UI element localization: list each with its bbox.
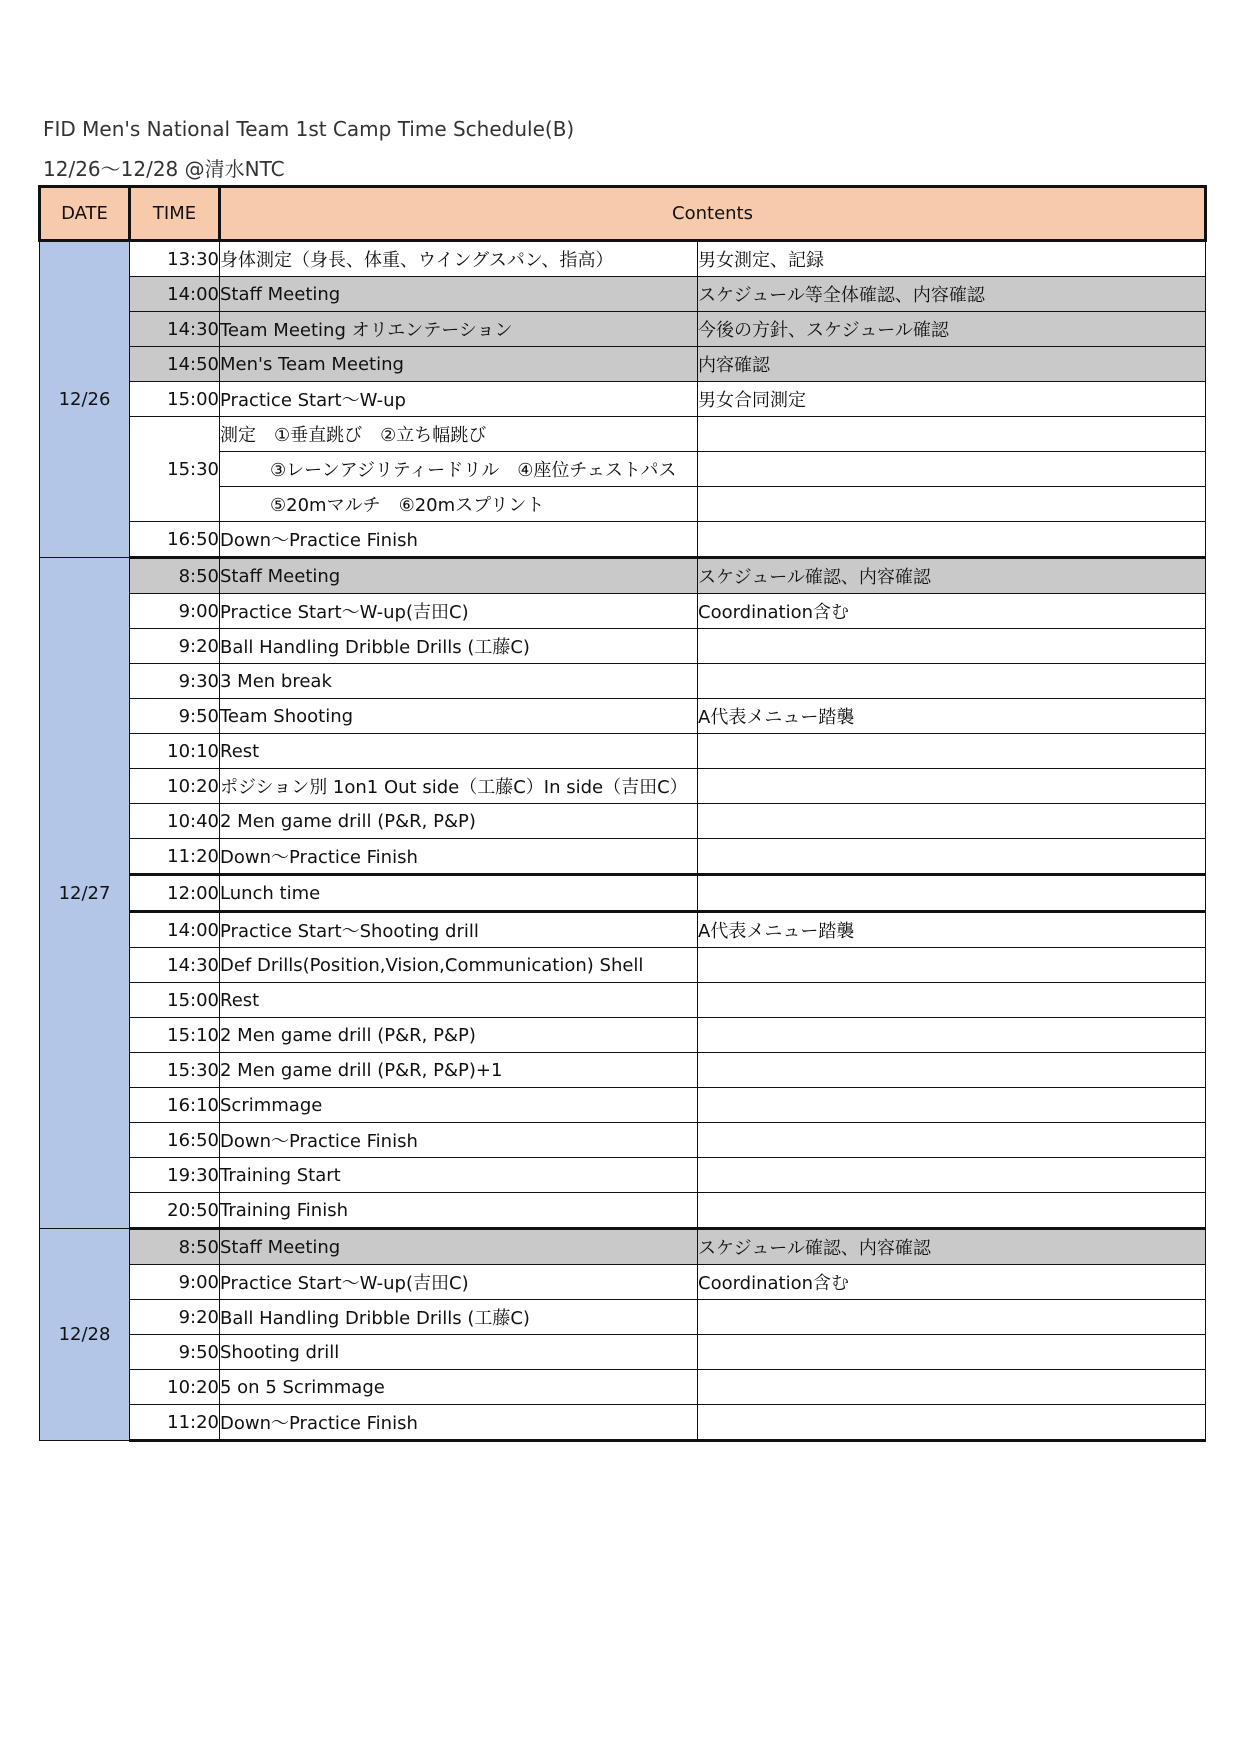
time-cell: 9:20 <box>130 629 220 664</box>
measure-line-1: 測定 ①垂直跳び ②立ち幅跳び <box>220 417 698 452</box>
activity-cell: Staff Meeting <box>220 277 698 312</box>
table-row <box>40 629 1206 664</box>
note-cell: 今後の方針、スケジュール確認 <box>698 312 1206 347</box>
schedule-table <box>38 185 1207 1442</box>
table-row <box>40 522 1206 558</box>
note-cell: スケジュール確認、内容確認 <box>698 1229 1206 1265</box>
activity-cell: Scrimmage <box>220 1088 698 1123</box>
table-row <box>40 1300 1206 1335</box>
table-row <box>40 1265 1206 1300</box>
note-cell <box>698 1158 1206 1193</box>
time-cell: 10:40 <box>130 804 220 839</box>
activity-cell: Lunch time <box>220 875 698 912</box>
activity-cell: Def Drills(Position,Vision,Communication) Shell <box>220 948 698 983</box>
time-cell: 11:20 <box>130 1405 220 1441</box>
activity-cell: Training Finish <box>220 1193 698 1229</box>
header-time: TIME <box>130 187 220 241</box>
note-cell: 男女合同測定 <box>698 382 1206 417</box>
activity-cell: Staff Meeting <box>220 1229 698 1265</box>
table-row <box>40 983 1206 1018</box>
page-subtitle: 12/26～12/28 @清水NTC <box>43 157 285 181</box>
table-row <box>40 417 1206 452</box>
table-row <box>40 699 1206 734</box>
table-row <box>40 1405 1206 1441</box>
note-cell <box>698 1123 1206 1158</box>
date-cell: 12/28 <box>40 1229 130 1441</box>
measure-line-3-cell <box>220 487 698 522</box>
measure-line-3: ⑤20mマルチ ⑥20mスプリント <box>270 495 545 516</box>
time-cell: 11:20 <box>130 839 220 875</box>
activity-cell: 2 Men game drill (P&R, P&P) <box>220 1018 698 1053</box>
activity-cell: Shooting drill <box>220 1335 698 1370</box>
activity-cell: Down～Practice Finish <box>220 839 698 875</box>
table-row <box>40 277 1206 312</box>
activity-cell: Team Meeting オリエンテーション <box>220 312 698 347</box>
table-row <box>40 875 1206 912</box>
time-cell: 13:30 <box>130 241 220 277</box>
note-cell: Coordination含む <box>698 1265 1206 1300</box>
note-cell <box>698 1053 1206 1088</box>
header-date: DATE <box>40 187 130 241</box>
table-row <box>40 1053 1206 1088</box>
activity-cell: Staff Meeting <box>220 558 698 594</box>
note-cell <box>698 1405 1206 1441</box>
note-cell: 内容確認 <box>698 347 1206 382</box>
table-row <box>40 1370 1206 1405</box>
activity-cell: Team Shooting <box>220 699 698 734</box>
measure-line-2: ③レーンアジリティードリル ④座位チェストパス <box>270 460 677 481</box>
note-cell <box>698 487 1206 522</box>
note-cell <box>698 452 1206 487</box>
header-row <box>40 187 1206 241</box>
table-row <box>40 912 1206 948</box>
time-cell: 16:50 <box>130 522 220 558</box>
activity-cell: 2 Men game drill (P&R, P&P)+1 <box>220 1053 698 1088</box>
note-cell <box>698 629 1206 664</box>
time-cell: 14:00 <box>130 277 220 312</box>
activity-cell: Men's Team Meeting <box>220 347 698 382</box>
time-cell: 14:00 <box>130 912 220 948</box>
time-cell: 9:50 <box>130 699 220 734</box>
time-cell: 16:50 <box>130 1123 220 1158</box>
table-row <box>40 804 1206 839</box>
note-cell: スケジュール等全体確認、内容確認 <box>698 277 1206 312</box>
activity-cell: Ball Handling Dribble Drills (工藤C) <box>220 629 698 664</box>
date-cell: 12/26 <box>40 241 130 558</box>
activity-cell: Practice Start～W-up <box>220 382 698 417</box>
time-cell: 14:50 <box>130 347 220 382</box>
time-cell: 8:50 <box>130 1229 220 1265</box>
activity-cell: Down～Practice Finish <box>220 522 698 558</box>
time-cell: 15:30 <box>130 1053 220 1088</box>
time-cell: 9:50 <box>130 1335 220 1370</box>
table-row <box>40 594 1206 629</box>
note-cell: A代表メニュー踏襲 <box>698 699 1206 734</box>
note-cell <box>698 1088 1206 1123</box>
activity-cell: Practice Start～W-up(吉田C) <box>220 594 698 629</box>
activity-cell: 5 on 5 Scrimmage <box>220 1370 698 1405</box>
table-row <box>40 312 1206 347</box>
table-row <box>40 1158 1206 1193</box>
time-cell: 9:20 <box>130 1300 220 1335</box>
table-row <box>40 839 1206 875</box>
table-row <box>40 1335 1206 1370</box>
activity-cell: Rest <box>220 734 698 769</box>
note-cell <box>698 875 1206 912</box>
activity-cell: Ball Handling Dribble Drills (工藤C) <box>220 1300 698 1335</box>
note-cell <box>698 734 1206 769</box>
table-row <box>40 347 1206 382</box>
table-row <box>40 1088 1206 1123</box>
activity-cell: 身体測定（身長、体重、ウイングスパン、指高） <box>220 241 698 277</box>
note-cell <box>698 983 1206 1018</box>
note-cell <box>698 664 1206 699</box>
time-cell: 8:50 <box>130 558 220 594</box>
note-cell <box>698 417 1206 452</box>
time-cell: 19:30 <box>130 1158 220 1193</box>
time-cell: 10:20 <box>130 1370 220 1405</box>
time-cell: 9:00 <box>130 1265 220 1300</box>
note-cell <box>698 948 1206 983</box>
table-row <box>40 1193 1206 1229</box>
note-cell <box>698 522 1206 558</box>
table-row <box>40 769 1206 804</box>
note-cell <box>698 769 1206 804</box>
activity-cell: ポジション別 1on1 Out side（工藤C）In side（吉田C） <box>220 769 698 804</box>
date-cell: 12/27 <box>40 558 130 1229</box>
activity-cell: 3 Men break <box>220 664 698 699</box>
table-row <box>40 241 1206 277</box>
time-cell: 9:00 <box>130 594 220 629</box>
note-cell <box>698 839 1206 875</box>
table-row <box>40 558 1206 594</box>
table-row <box>40 1123 1206 1158</box>
note-cell: Coordination含む <box>698 594 1206 629</box>
time-cell: 20:50 <box>130 1193 220 1229</box>
note-cell <box>698 1018 1206 1053</box>
time-cell: 10:10 <box>130 734 220 769</box>
time-cell: 15:30 <box>130 417 220 522</box>
header-contents: Contents <box>220 187 1206 241</box>
note-cell <box>698 1335 1206 1370</box>
activity-cell: Down～Practice Finish <box>220 1123 698 1158</box>
time-cell: 14:30 <box>130 948 220 983</box>
note-cell <box>698 1370 1206 1405</box>
table-row <box>40 1018 1206 1053</box>
page-title: FID Men's National Team 1st Camp Time Schedule(B) <box>43 117 575 141</box>
activity-cell: Practice Start～W-up(吉田C) <box>220 1265 698 1300</box>
activity-cell: Training Start <box>220 1158 698 1193</box>
time-cell: 14:30 <box>130 312 220 347</box>
time-cell: 16:10 <box>130 1088 220 1123</box>
measure-line-2-cell <box>220 452 698 487</box>
time-cell: 9:30 <box>130 664 220 699</box>
note-cell <box>698 1300 1206 1335</box>
time-cell: 12:00 <box>130 875 220 912</box>
note-cell: 男女測定、記録 <box>698 241 1206 277</box>
activity-cell: 2 Men game drill (P&R, P&P) <box>220 804 698 839</box>
activity-cell: Down～Practice Finish <box>220 1405 698 1441</box>
table-row <box>40 948 1206 983</box>
note-cell <box>698 1193 1206 1229</box>
table-row <box>40 734 1206 769</box>
time-cell: 15:10 <box>130 1018 220 1053</box>
time-cell: 10:20 <box>130 769 220 804</box>
time-cell: 15:00 <box>130 983 220 1018</box>
note-cell <box>698 804 1206 839</box>
note-cell: スケジュール確認、内容確認 <box>698 558 1206 594</box>
activity-cell: Practice Start～Shooting drill <box>220 912 698 948</box>
activity-cell: Rest <box>220 983 698 1018</box>
time-cell: 15:00 <box>130 382 220 417</box>
note-cell: A代表メニュー踏襲 <box>698 912 1206 948</box>
table-row <box>40 382 1206 417</box>
table-row <box>40 1229 1206 1265</box>
table-row <box>40 664 1206 699</box>
